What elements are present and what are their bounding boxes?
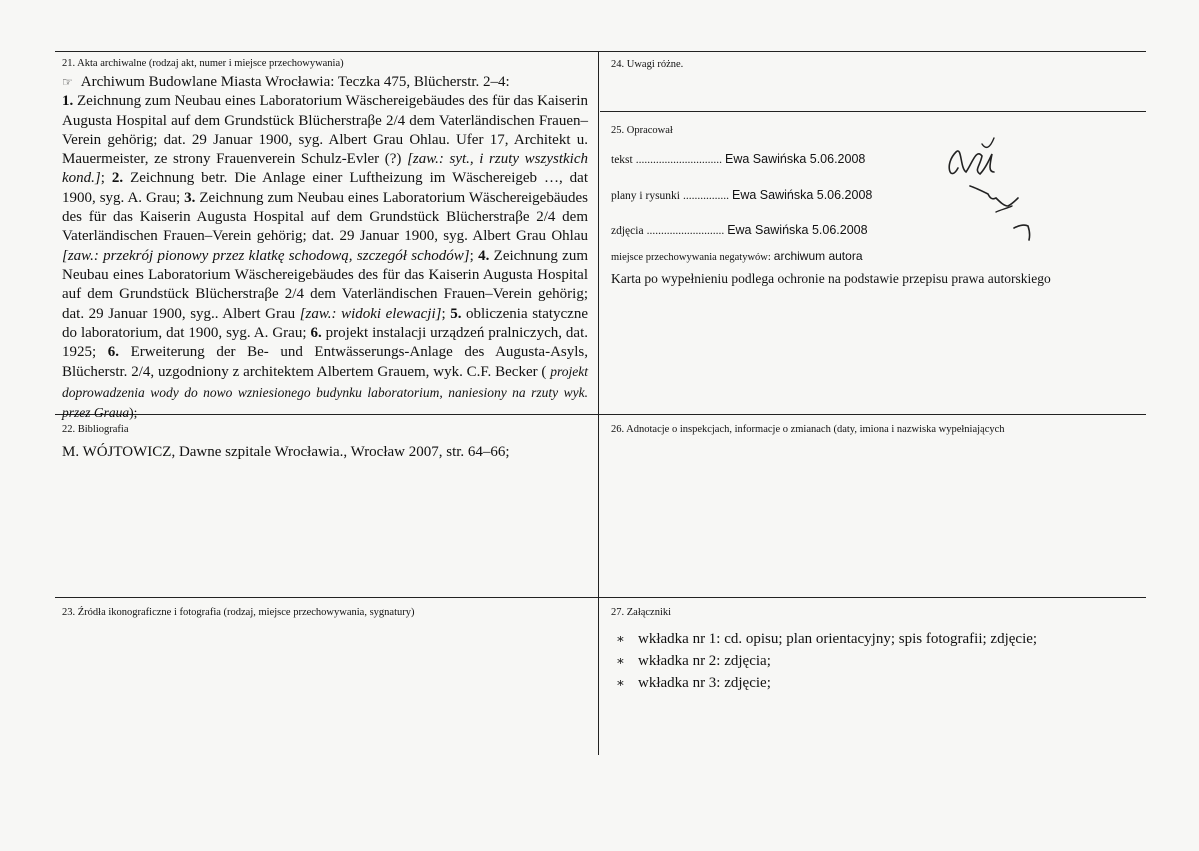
- section-27-label: 27. Załączniki: [611, 607, 672, 618]
- column-divider: [598, 51, 599, 755]
- author-row-text: tekst .............................. Ewa Sawińska 5.06.2008: [611, 152, 866, 166]
- archive-intro: ☞ Archiwum Budowlane Miasta Wrocławia: Teczka 475, Blücherstr. 2–4:: [62, 74, 510, 90]
- pointing-hand-icon: ☞: [62, 75, 73, 89]
- list-item: ∗ wkładka nr 1: cd. opisu; plan orientacyjny; spis fotografii; zdjęcie;: [616, 628, 1037, 650]
- asterisk-bullet-icon: ∗: [616, 631, 625, 646]
- section-22-label: 22. Bibliografia: [62, 424, 129, 435]
- section-23-label: 23. Źródła ikonograficzne i fotografia (rodzaj, miejsce przechowywania, sygnatury): [62, 607, 415, 618]
- rule-s24-s25: [600, 111, 1146, 112]
- section-21-label: 21. Akta archiwalne (rodzaj akt, numer i miejsce przechowywania): [62, 58, 344, 69]
- author-row-photos: zdjęcia ........................... Ewa Sawińska 5.06.2008: [611, 223, 868, 237]
- section-21-content: [62, 73, 588, 423]
- section-25-label: 25. Opracował: [611, 125, 673, 136]
- top-rule: [55, 51, 1146, 52]
- list-item: ∗ wkładka nr 2: zdjęcia;: [616, 650, 1037, 672]
- copyright-note: Karta po wypełnieniu podlega ochronie na podstawie przepisu prawa autorskiego: [611, 271, 1051, 286]
- handwritten-signature: [930, 128, 1040, 243]
- archive-entries: 1. Zeichnung zum Neubau eines Laboratorium Wäschereigebäudes des für das Kaiserin Augusta Hospital auf dem Grundstück Blücherstraβe 2/4 dem Vaterländischen Frauen–Verein gehörig; dat. 29 Januar 1900, syg. Albert Grau Ohlau. Ufer 17, Architekt u. Mauermeister, ze strony Frauenverein Schulz-Evler (?) [zaw.: syt., i rzuty wszystkich kond.]; 2. Zeichnung betr. Die Anlage einer Luftheizung im Wäschereigeb …, dat 1900, syg. A. Grau; 3. Zeichnung zum Neubau eines Laboratorium Wäschereigebäudes des für das Kaiserin Augusta Hospital auf dem Grundstück Blücherstraβe 2/4 dem Vaterländischen Frauen–Verein gehörig; dat. 29 Januar 1900, syg. Albert Grau Ohlau [zaw.: przekrój pionowy przez klatkę schodową, szczegół schodów]; 4. Zeichnung zum Neubau eines Laboratorium Wäschereigebäudes des für das Kaiserin Augusta Hospital auf dem Grundstück Blücherstraβe 2/4 dem Vaterländischen Frauen–Verein gehörig; dat. 29 Januar 1900, syg.. Albert Grau [zaw.: widoki elewacji]; 5. obliczenia statyczne do laboratorium, dat 1900, syg. A. Grau; 6. projekt instalacji urządzeń pralniczych, dat. 1925; 6. Erweiterung der Be- und Entwässerungs-Anlage des Augusta-Asyls, Blücherstr. 2/4, uzgodniony z architektem Albertem Grauem, wyk. C.F. Becker ( projekt doprowadzenia wody do nowo wzniesionego budynku laboratorium, naniesiony na rzuty wyk. przez Graua);: [62, 93, 589, 421]
- list-item: ∗ wkładka nr 3: zdjęcie;: [616, 672, 1037, 694]
- attachments-list: [616, 628, 1037, 694]
- asterisk-bullet-icon: ∗: [616, 675, 625, 690]
- section-26-label: 26. Adnotacje o inspekcjach, informacje o zmianach (daty, imiona i nazwiska wypełniających: [611, 424, 1005, 435]
- section-24-label: 24. Uwagi różne.: [611, 59, 684, 70]
- bibliography-entry: M. WÓJTOWICZ, Dawne szpitale Wrocławia., Wrocław 2007, str. 64–66;: [62, 444, 510, 460]
- rule-s22-s23: [55, 597, 1146, 598]
- author-row-plans: plany i rysunki ................ Ewa Sawińska 5.06.2008: [611, 188, 873, 202]
- asterisk-bullet-icon: ∗: [616, 653, 625, 668]
- negatives-storage: miejsce przechowywania negatywów: archiwum autora: [611, 249, 863, 263]
